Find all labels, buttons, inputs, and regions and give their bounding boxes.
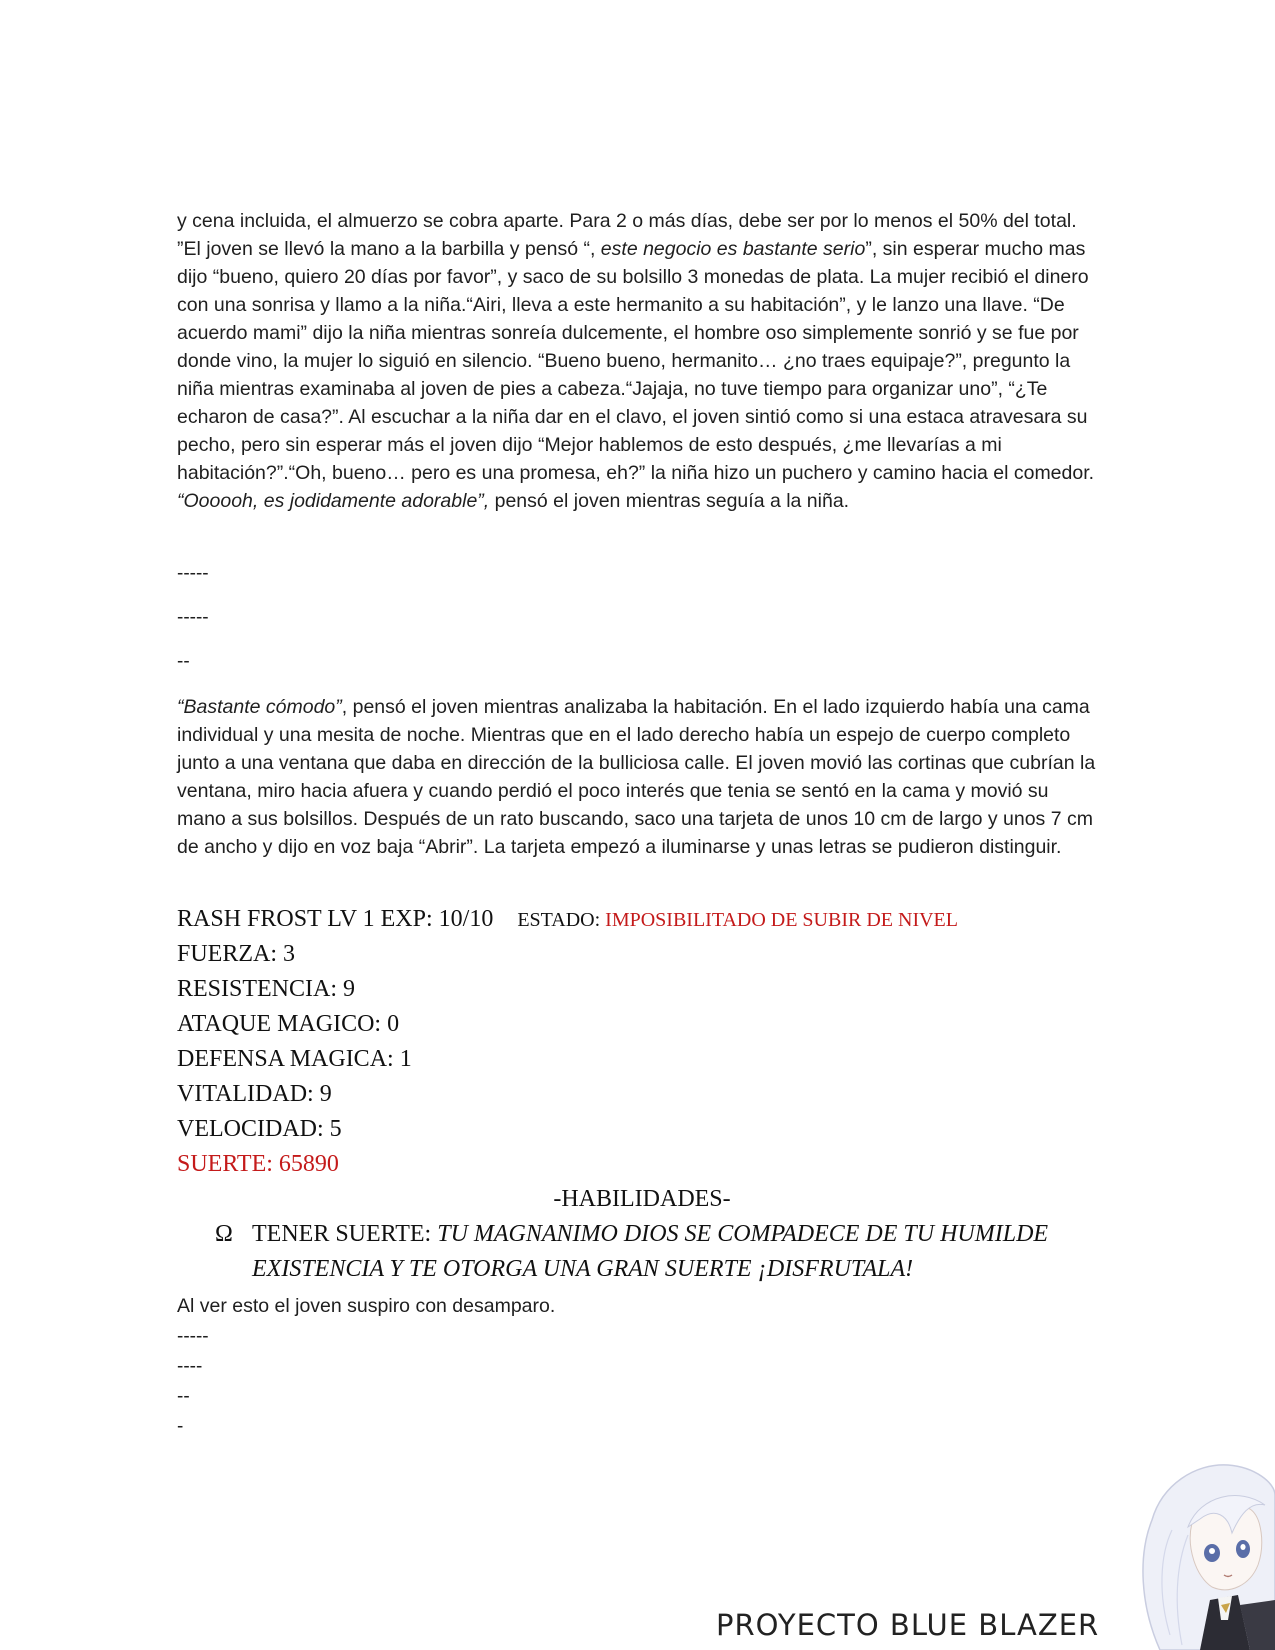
paragraph-1-part-2: ”, sin esperar mucho mas dijo “bueno, quiero 20 días por favor”, y saco de su bolsillo 3 monedas de plata. La mujer recibió el dinero con una sonrisa y llamo a la niña.“Airi, lleva a este hermanito a su habitación”, y le lanzo una llave. “De acuerdo mami” dijo la niña mientras sonreía dulcemente, el hombre oso simplemente sonrió y se fue por donde vino, la mujer lo siguió en silencio. “Bueno bueno, hermanito… ¿no traes equipaje?”, pregunto la niña mientras examinaba al joven de pies a cabeza.“Jajaja, no tuve tiempo para organizar uno”, “¿Te echaron de casa?”. Al escuchar a la niña dar en el clavo, el joven sintió como si una estaca atravesara su pecho, pero sin esperar más el joven dijo “Mejor hablemos de esto después, ¿me llevarías a mi habitación?”.“Oh, bueno… pero es una promesa, eh?” la niña hizo un puchero y camino hacia el comedor. [177, 238, 1095, 484]
stat-velocidad: VELOCIDAD: 5 [177, 1116, 342, 1142]
separator-bottom-2: ---- [177, 1356, 203, 1377]
abilities-title: -HABILIDADES- [553, 1186, 731, 1212]
stat-suerte: SUERTE: 65890 [177, 1151, 339, 1177]
paragraph-1-part-1: y cena incluida, el almuerzo se cobra aparte. Para 2 o más días, debe ser por lo menos el 50% del total. ”El joven se llevó la mano a la barbilla y pensó “, [177, 210, 1077, 260]
separator-bottom-1: ----- [177, 1326, 209, 1347]
paragraph-story-1 [177, 207, 1097, 515]
separator-1: ----- [177, 563, 209, 584]
separator-bottom-3: -- [177, 1386, 190, 1407]
closing-sentence: Al ver esto el joven suspiro con desamparo. [177, 1295, 556, 1317]
status-estado-label: ESTADO: [517, 909, 606, 931]
footer-brand-logo: PROYECTO BLUE BLAZER [716, 1608, 1100, 1642]
status-header-main: RASH FROST LV 1 EXP: 10/10 [177, 906, 494, 932]
paragraph-story-2 [177, 693, 1097, 861]
stat-defensa-magica: DEFENSA MAGICA: 1 [177, 1046, 412, 1072]
skill-description: TU MAGNANIMO DIOS SE COMPADECE DE TU HUMILDE EXISTENCIA Y TE OTORGA UNA GRAN SUERTE ¡DISFRUTALA! [252, 1221, 1049, 1282]
anime-girl-illustration [1100, 1435, 1275, 1650]
separator-2: ----- [177, 607, 209, 628]
separator-bottom-4: - [177, 1416, 184, 1437]
stat-fuerza: FUERZA: 3 [177, 941, 296, 967]
separator-3: -- [177, 651, 190, 672]
paragraph-1-italic-1: este negocio es bastante serio [595, 238, 866, 260]
status-header [177, 902, 1107, 937]
paragraph-1-italic-2: “Oooooh, es jodidamente adorable”, [177, 490, 490, 512]
stat-ataque-magico: ATAQUE MAGICO: 0 [177, 1011, 400, 1037]
stat-vitalidad: VITALIDAD: 9 [177, 1081, 332, 1107]
paragraph-2-part-1: , pensó el joven mientras analizaba la habitación. En el lado izquierdo había una cama individual y una mesita de noche. Mientras que en el lado derecho había un espejo de cuerpo completo junto a una ventana que daba en dirección de la bulliciosa calle. El joven movió las cortinas que cubrían la ventana, miro hacia afuera y cuando perdió el poco interés que tenia se sentó en la cama y movió su mano a sus bolsillos. Después de un rato buscando, saco una tarjeta de unos 10 cm de largo y unos 7 cm de ancho y dijo en voz baja “Abrir”. La tarjeta empezó a iluminarse y unas letras se pudieron distinguir. [177, 696, 1096, 858]
omega-bullet-icon: Ω [215, 1221, 233, 1247]
status-card [177, 902, 1107, 1287]
paragraph-2-italic-1: “Bastante cómodo” [177, 696, 342, 718]
stat-resistencia: RESISTENCIA: 9 [177, 976, 356, 1002]
status-estado-value: IMPOSIBILITADO DE SUBIR DE NIVEL [605, 909, 958, 931]
paragraph-1-part-3: pensó el joven mientras seguía a la niña. [489, 490, 850, 512]
skill-name: TENER SUERTE: [252, 1221, 438, 1247]
skill-item [177, 1217, 1107, 1287]
separator-group-bottom [177, 1322, 209, 1442]
